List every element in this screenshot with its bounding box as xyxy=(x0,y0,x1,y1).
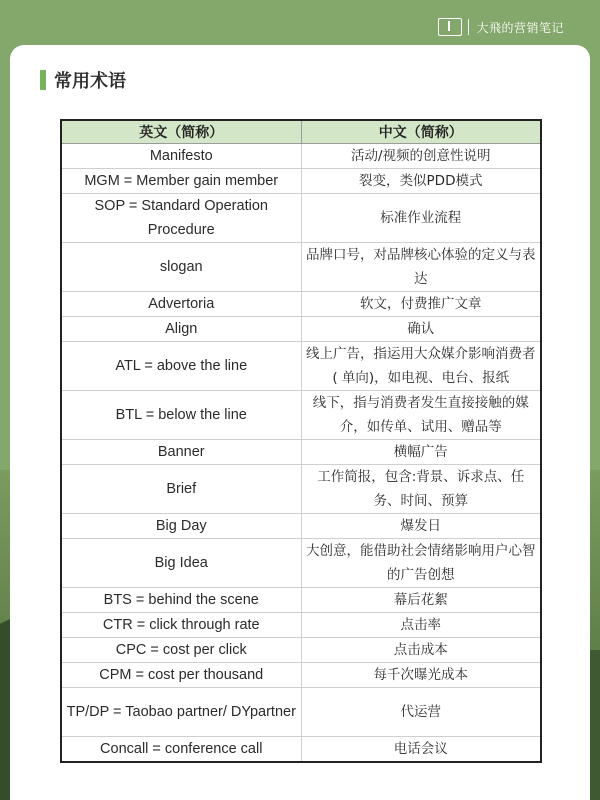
term-english: BTL = below the line xyxy=(61,391,301,440)
term-english: slogan xyxy=(61,243,301,292)
term-chinese: 每千次曝光成本 xyxy=(301,663,541,688)
term-english: Big Idea xyxy=(61,539,301,588)
table-header-row xyxy=(61,120,541,144)
header-english: 英文（简称） xyxy=(61,120,301,144)
term-chinese: 点击成本 xyxy=(301,638,541,663)
term-english: Concall = conference call xyxy=(61,737,301,763)
term-english: SOP = Standard Operation Procedure xyxy=(61,194,301,243)
brand-name: 大飛的营销笔记 xyxy=(476,20,564,35)
term-chinese: 线上广告，指运用大众媒介影响消费者( 单向)，如电视、电台、报纸 xyxy=(301,342,541,391)
term-chinese: 电话会议 xyxy=(301,737,541,763)
table-row xyxy=(61,144,541,169)
term-chinese: 线下，指与消费者发生直接接触的媒介，如传单、试用、赠品等 xyxy=(301,391,541,440)
term-chinese: 大创意，能借助社会情绪影响用户心智的广告创想 xyxy=(301,539,541,588)
title-accent-bar xyxy=(40,70,46,90)
section-title xyxy=(40,67,126,93)
table-row xyxy=(61,243,541,292)
term-chinese: 品牌口号，对品牌核心体验的定义与表达 xyxy=(301,243,541,292)
table-row xyxy=(61,638,541,663)
term-english: ATL = above the line xyxy=(61,342,301,391)
table-row xyxy=(61,440,541,465)
term-english: BTS = behind the scene xyxy=(61,588,301,613)
table-row xyxy=(61,663,541,688)
term-chinese: 工作简报，包含:背景、诉求点、任务、时间、预算 xyxy=(301,465,541,514)
brand-header xyxy=(438,18,564,36)
term-chinese: 确认 xyxy=(301,317,541,342)
table-row xyxy=(61,391,541,440)
table-row xyxy=(61,539,541,588)
term-english: CPC = cost per click xyxy=(61,638,301,663)
table-row xyxy=(61,169,541,194)
table-row xyxy=(61,737,541,763)
term-chinese: 标准作业流程 xyxy=(301,194,541,243)
term-english: Manifesto xyxy=(61,144,301,169)
table-row xyxy=(61,194,541,243)
term-chinese: 幕后花絮 xyxy=(301,588,541,613)
term-chinese: 活动/视频的创意性说明 xyxy=(301,144,541,169)
term-chinese: 软文，付费推广文章 xyxy=(301,292,541,317)
term-english: Align xyxy=(61,317,301,342)
glossary-table xyxy=(60,119,542,763)
term-chinese: 横幅广告 xyxy=(301,440,541,465)
term-chinese: 裂变，类似PDD模式 xyxy=(301,169,541,194)
header-chinese: 中文（简称） xyxy=(301,120,541,144)
term-chinese: 代运营 xyxy=(301,688,541,737)
table-row xyxy=(61,613,541,638)
term-english: TP/DP = Taobao partner/ DYpartner xyxy=(61,688,301,737)
term-english: CPM = cost per thousand xyxy=(61,663,301,688)
term-english: Big Day xyxy=(61,514,301,539)
table-row xyxy=(61,342,541,391)
table-row xyxy=(61,465,541,514)
term-chinese: 爆发日 xyxy=(301,514,541,539)
table-row xyxy=(61,292,541,317)
table-row xyxy=(61,588,541,613)
content-card xyxy=(10,45,590,800)
table-row xyxy=(61,688,541,737)
term-english: Brief xyxy=(61,465,301,514)
table-row xyxy=(61,514,541,539)
term-english: Advertoria xyxy=(61,292,301,317)
term-english: CTR = click through rate xyxy=(61,613,301,638)
term-english: Banner xyxy=(61,440,301,465)
table-row xyxy=(61,317,541,342)
watermark: 知乎 @黑白半调 xyxy=(456,769,582,788)
term-english: MGM = Member gain member xyxy=(61,169,301,194)
brand-separator xyxy=(468,19,469,35)
page-title: 常用术语 xyxy=(54,71,126,92)
term-chinese: 点击率 xyxy=(301,613,541,638)
brand-logo-icon xyxy=(438,18,462,36)
